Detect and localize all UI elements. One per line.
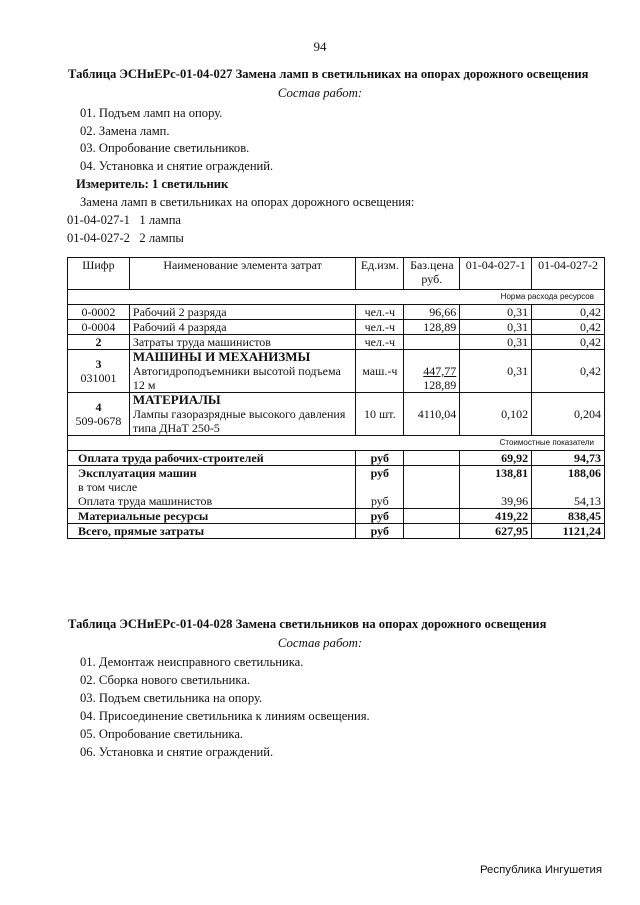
work-item: 05. Опробование светильника. — [80, 727, 244, 741]
work-item: 02. Сборка нового светильника. — [80, 673, 251, 687]
row-v2: 0,42 — [532, 305, 605, 320]
cost-v2: 54,13 — [532, 494, 605, 509]
row-code: 2 — [68, 335, 130, 350]
work-item: 03. Подъем светильника на опору. — [80, 691, 263, 705]
cost-v2: 94,73 — [532, 451, 605, 466]
work-item: 01. Демонтаж неисправного светильника. — [80, 655, 304, 669]
cost-v1: 627,95 — [460, 524, 532, 539]
footer-region: Республика Ингушетия — [479, 864, 602, 876]
header-unit: Ед.изм. — [356, 258, 404, 290]
table-row — [68, 305, 605, 320]
variant: 01-04-027-2 2 лампы — [67, 231, 184, 245]
row-v1: 0,31 — [460, 335, 532, 350]
row-price — [404, 335, 460, 350]
row-unit: чел.-ч — [356, 320, 404, 335]
resource-table — [67, 257, 605, 539]
cost-row — [68, 466, 605, 481]
row-v1: 0,31 — [460, 320, 532, 335]
norm-label: Норма расхода ресурсов — [68, 290, 605, 305]
cost-row — [68, 451, 605, 466]
header-name: Наименование элемента затрат — [129, 258, 355, 290]
cost-name: Оплата труда машинистов — [68, 494, 356, 509]
row-name: Рабочий 4 разряда — [129, 320, 355, 335]
cost-unit: руб — [356, 509, 404, 524]
header-col1: 01-04-027-1 — [460, 258, 532, 290]
cost-v2: 838,45 — [532, 509, 605, 524]
work-item: 01. Подъем ламп на опору. — [80, 106, 223, 120]
row-v1: 0,31 — [460, 305, 532, 320]
materials-section — [68, 393, 605, 436]
variant: 01-04-027-1 1 лампа — [67, 213, 182, 227]
cost-row — [68, 524, 605, 539]
row-v1: 0,31 — [460, 350, 532, 393]
cost-name: Эксплуатация машин — [68, 466, 356, 481]
header-price: Баз.цена руб. — [404, 258, 460, 290]
row-v1: 0,102 — [460, 393, 532, 436]
table-header — [68, 258, 605, 290]
cost-v2: 188,06 — [532, 466, 605, 481]
row-code: 0-0004 — [68, 320, 130, 335]
cost-label: Стоимостные показатели — [68, 436, 605, 451]
cost-name: в том числе — [68, 480, 356, 494]
row-price: 447,77 — [423, 364, 457, 378]
cost-v2: 1121,24 — [532, 524, 605, 539]
table2-title: Таблица ЭСНиЕРс-01-04-028 Замена светильников на опорах дорожного освещения — [68, 617, 547, 631]
table2-subtitle: Состав работ: — [277, 636, 363, 650]
row-unit: чел.-ч — [356, 305, 404, 320]
row-name: Лампы газоразрядные высокого давления типа ДНаТ 250-5 — [132, 407, 346, 435]
cost-name: Материальные ресурсы — [68, 509, 356, 524]
row-v2: 0,42 — [532, 320, 605, 335]
row-unit: 10 шт. — [356, 393, 404, 436]
table1-subtitle: Состав работ: — [277, 86, 363, 100]
cost-name: Всего, прямые затраты — [68, 524, 356, 539]
row-v2: 0,204 — [532, 393, 605, 436]
table-row — [68, 335, 605, 350]
description: Замена ламп в светильниках на опорах дорожного освещения: — [80, 195, 415, 209]
row-price-machinist: 128,89 — [423, 378, 457, 392]
row-unit: маш.-ч — [356, 350, 404, 393]
header-col2: 01-04-027-2 — [532, 258, 605, 290]
cost-unit: руб — [356, 524, 404, 539]
section-number: 3 — [95, 357, 102, 371]
cost-unit: руб — [356, 494, 404, 509]
work-item: 04. Присоединение светильника к линиям освещения. — [80, 709, 370, 723]
cost-row — [68, 509, 605, 524]
work-item: 04. Установка и снятие ограждений. — [80, 159, 274, 173]
work-item: 02. Замена ламп. — [80, 124, 170, 138]
row-unit: чел.-ч — [356, 335, 404, 350]
cost-v1: 39,96 — [460, 494, 532, 509]
row-price: 4110,04 — [404, 393, 460, 436]
row-code: 0-0002 — [68, 305, 130, 320]
row-name: Затраты труда машинистов — [129, 335, 355, 350]
row-code: 031001 — [80, 371, 117, 385]
cost-row — [68, 480, 605, 494]
cost-unit: руб — [356, 466, 404, 481]
meter: Измеритель: 1 светильник — [76, 177, 229, 191]
row-name: Рабочий 2 разряда — [129, 305, 355, 320]
cost-unit: руб — [356, 451, 404, 466]
table-row — [68, 320, 605, 335]
row-v2: 0,42 — [532, 335, 605, 350]
row-name: Автогидроподъемники высотой подъема 12 м — [132, 364, 341, 392]
row-code: 509-0678 — [75, 414, 122, 428]
section-number: 4 — [95, 400, 102, 414]
row-v2: 0,42 — [532, 350, 605, 393]
cost-v1: 419,22 — [460, 509, 532, 524]
cost-row — [68, 494, 605, 509]
header-code: Шифр — [68, 258, 130, 290]
table1-title: Таблица ЭСНиЕРс-01-04-027 Замена ламп в светильниках на опорах дорожного освещения — [68, 67, 589, 81]
row-price: 96,66 — [404, 305, 460, 320]
cost-v1: 69,92 — [460, 451, 532, 466]
section-title: МАТЕРИАЛЫ — [132, 392, 221, 407]
cost-name: Оплата труда рабочих-строителей — [68, 451, 356, 466]
cost-v1: 138,81 — [460, 466, 532, 481]
work-item: 06. Установка и снятие ограждений. — [80, 745, 274, 759]
page-number: 94 — [313, 39, 327, 54]
machines-section — [68, 350, 605, 393]
row-price: 128,89 — [404, 320, 460, 335]
work-item: 03. Опробование светильников. — [80, 141, 250, 155]
section-title: МАШИНЫ И МЕХАНИЗМЫ — [132, 349, 311, 364]
